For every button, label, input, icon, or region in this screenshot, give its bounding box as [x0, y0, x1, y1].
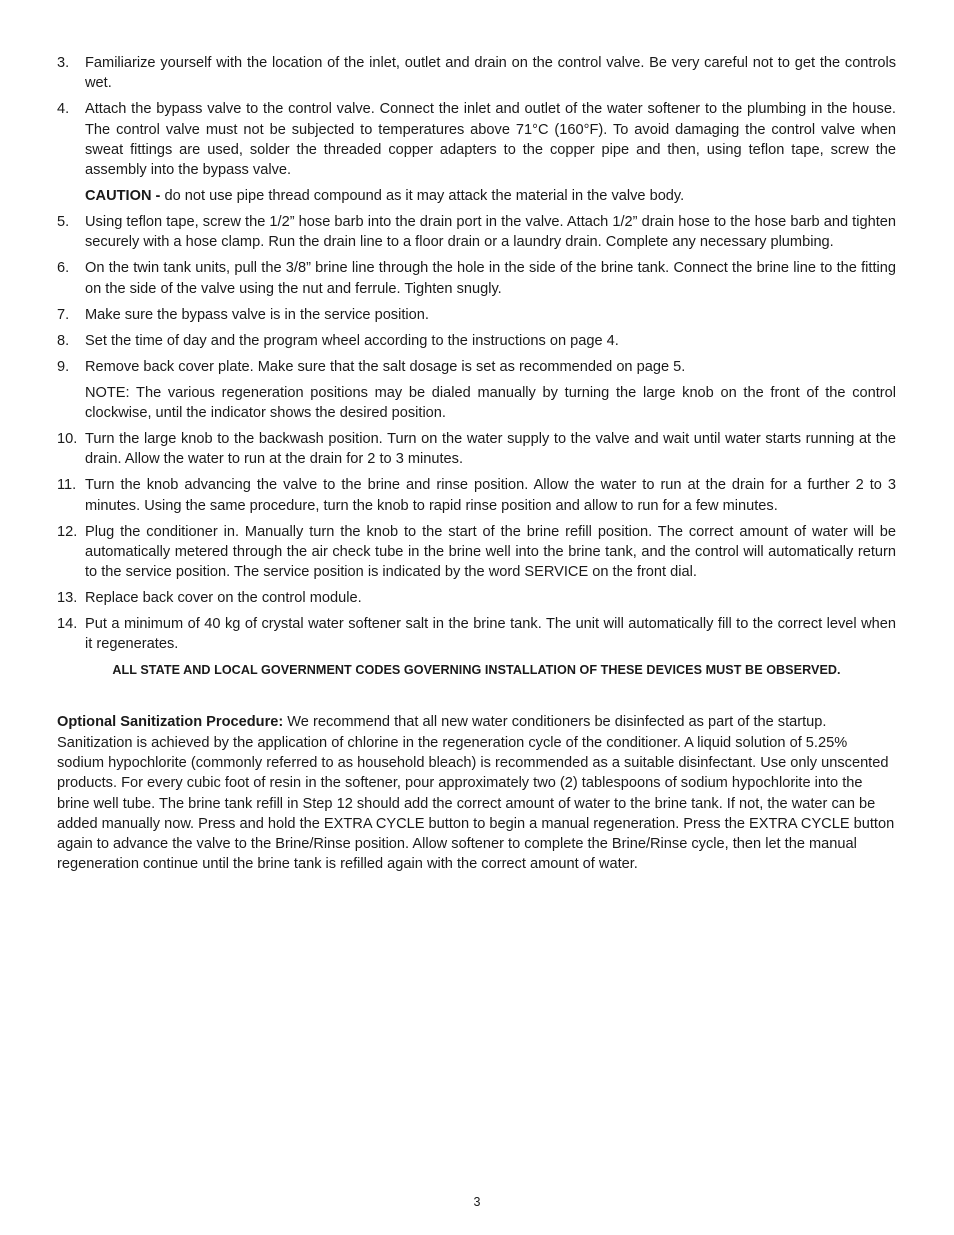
step-number: 10. — [57, 430, 78, 447]
step-text: Remove back cover plate. Make sure that the salt dosage is set as recommended on page 5. — [85, 358, 686, 375]
step-number: 14. — [57, 616, 78, 633]
step-3 — [57, 53, 896, 94]
step-number: 7. — [57, 306, 70, 323]
step-number: 3. — [57, 55, 70, 71]
step-text: Attach the bypass valve to the control valve. Connect the inlet and outlet of the water softener to the plumbing in the house. The control valve must not be subjected to temperatures above 71°C (160°F). To avoid damaging the control valve when sweat fittings are used, solder the threaded copper adapters to the copper pipe and then, using teflon tape, screw the assembly into the bypass valve. — [85, 101, 896, 179]
step-text: Turn the large knob to the backwash position. Turn on the water supply to the valve and wait until water starts running at the drain. Allow the water to run at the drain for 2 to 3 minutes. — [85, 430, 896, 468]
step-number: 4. — [57, 101, 70, 118]
step-12 — [57, 522, 896, 583]
step-13 — [57, 588, 896, 608]
step-text: Make sure the bypass valve is in the service position. — [85, 306, 429, 323]
step-text: Familiarize yourself with the location of the inlet, outlet and drain on the control valve. Be very careful not to get the controls wet. — [85, 55, 896, 92]
sanitization-label: Optional Sanitization Procedure: — [57, 714, 284, 731]
step-number: 9. — [57, 358, 70, 375]
step-7 — [57, 305, 896, 325]
step-text: Using teflon tape, screw the 1/2” hose barb into the drain port in the valve. Attach 1/2” drain hose to the hose barb and tighten securely with a hose clamp. Run the drain line to a floor drain or a laundry drain. Complete any necessary plumbing. — [85, 214, 896, 251]
page-number: 3 — [473, 1195, 481, 1209]
step-number: 12. — [57, 523, 78, 540]
step-number: 6. — [57, 260, 70, 277]
step-number: 11. — [57, 477, 77, 494]
step-text: Put a minimum of 40 kg of crystal water softener salt in the brine tank. The unit will automatically fill to the correct level when it regenerates. — [85, 616, 896, 653]
installation-steps — [57, 53, 896, 655]
caution-note — [85, 186, 896, 206]
sanitization-text: We recommend that all new water conditioners be disinfected as part of the startup. Sanitization is achieved by the application of chlorine in the regeneration cycle of the conditioner. A liquid solution of 5.25% sodium hypochlorite (commonly referred to as household bleach) is recommended as a suitable disinfectant. Use only unscented products. For every cubic foot of resin in the softener, pour approximately two (2) tablespoons of sodium hypochlorite into the brine well tube. The brine tank refill in Step 12 should add the correct amount of water to the brine tank. If not, the water can be added manually now. Press and hold the EXTRA CYCLE button to begin a manual regeneration. Press the EXTRA CYCLE button again to advance the valve to the Brine/Rinse position. Allow softener to complete the Brine/Rinse cycle, then let the manual regeneration continue until the brine tank is refilled again with the correct amount of water. — [57, 714, 895, 873]
step-number: 8. — [57, 332, 70, 349]
caution-text: do not use pipe thread compound as it may attack the material in the valve body. — [160, 188, 685, 205]
step-text: Replace back cover on the control module. — [85, 590, 362, 607]
codes-warning: ALL STATE AND LOCAL GOVERNMENT CODES GOVERNING INSTALLATION OF THESE DEVICES MUST BE OBSERVED. — [112, 663, 841, 678]
regeneration-note: NOTE: The various regeneration positions may be dialed manually by turning the large knob on the front of the control clockwise, until the indicator shows the desired position. — [85, 384, 896, 421]
step-6 — [57, 258, 896, 299]
step-9 — [57, 357, 896, 424]
step-10 — [57, 429, 896, 470]
step-4 — [57, 99, 896, 206]
document-page — [57, 53, 896, 889]
step-text: Turn the knob advancing the valve to the brine and rinse position. Allow the water to run at the drain for a further 2 to 3 minutes. Using the same procedure, turn the knob to rapid rinse position and allow to run for a few minutes. — [85, 477, 896, 514]
step-8 — [57, 331, 896, 351]
step-5 — [57, 212, 896, 253]
sanitization-paragraph — [57, 712, 896, 874]
step-11 — [57, 475, 896, 516]
step-number: 13. — [57, 590, 78, 607]
step-number: 5. — [57, 214, 70, 231]
step-14 — [57, 614, 896, 655]
caution-label: CAUTION - — [85, 188, 161, 205]
step-text: Set the time of day and the program wheel according to the instructions on page 4. — [85, 332, 619, 349]
step-text: Plug the conditioner in. Manually turn the knob to the start of the brine refill position. The correct amount of water will be automatically metered through the air check tube in the brine well into the brine tank, and the control will automatically return to the service position. The service position is indicated by the word SERVICE on the front dial. — [85, 523, 896, 581]
step-text: On the twin tank units, pull the 3/8” brine line through the hole in the side of the brine tank. Connect the brine line to the fitting on the side of the valve using the nut and ferrule. Tighten snugly. — [85, 260, 896, 297]
